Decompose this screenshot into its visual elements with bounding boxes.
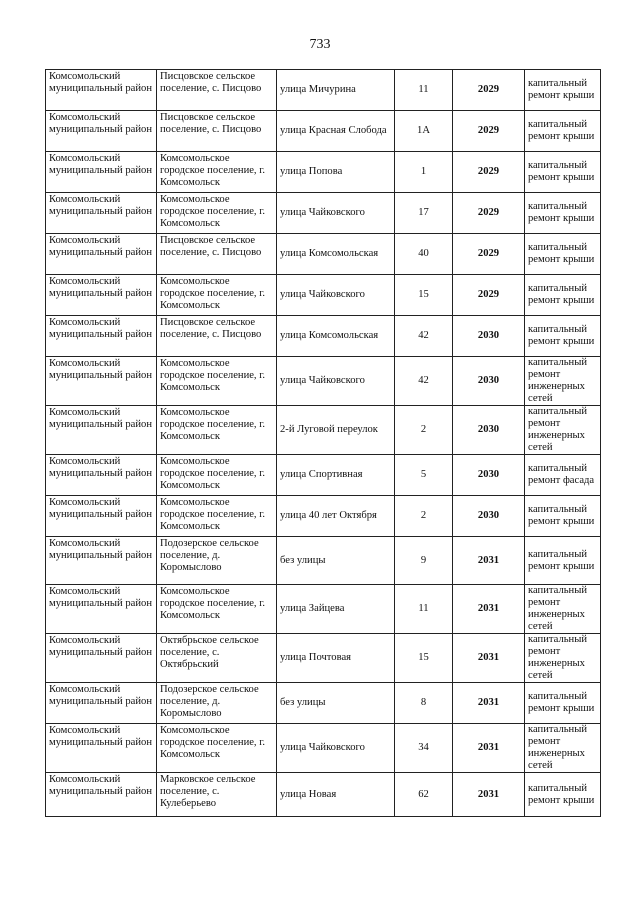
house-number-cell: 42 bbox=[395, 316, 453, 357]
table-row bbox=[46, 193, 601, 234]
table-row bbox=[46, 275, 601, 316]
settlement-cell: Комсомольское городское поселение, г. Комсомольск bbox=[157, 275, 277, 316]
work-type-cell: капитальный ремонт инженерных сетей bbox=[525, 406, 601, 455]
house-number-cell: 2 bbox=[395, 496, 453, 537]
settlement-cell: Комсомольское городское поселение, г. Комсомольск bbox=[157, 585, 277, 634]
year-cell: 2030 bbox=[453, 316, 525, 357]
settlement-cell: Писцовское сельское поселение, с. Писцово bbox=[157, 70, 277, 111]
house-number-cell: 11 bbox=[395, 70, 453, 111]
table-row bbox=[46, 455, 601, 496]
house-number-cell: 8 bbox=[395, 683, 453, 724]
street-cell: улица Чайковского bbox=[277, 193, 395, 234]
table-row bbox=[46, 683, 601, 724]
district-cell: Комсомольский муниципальный район bbox=[46, 357, 157, 406]
work-type-cell: капитальный ремонт крыши bbox=[525, 496, 601, 537]
work-type-cell: капитальный ремонт инженерных сетей bbox=[525, 585, 601, 634]
settlement-cell: Комсомольское городское поселение, г. Комсомольск bbox=[157, 724, 277, 773]
street-cell: улица 40 лет Октября bbox=[277, 496, 395, 537]
year-cell: 2031 bbox=[453, 724, 525, 773]
work-type-cell: капитальный ремонт крыши bbox=[525, 193, 601, 234]
work-type-cell: капитальный ремонт крыши bbox=[525, 683, 601, 724]
district-cell: Комсомольский муниципальный район bbox=[46, 275, 157, 316]
table-row bbox=[46, 585, 601, 634]
settlement-cell: Комсомольское городское поселение, г. Комсомольск bbox=[157, 152, 277, 193]
work-type-cell: капитальный ремонт крыши bbox=[525, 537, 601, 585]
settlement-cell: Комсомольское городское поселение, г. Комсомольск bbox=[157, 496, 277, 537]
district-cell: Комсомольский муниципальный район bbox=[46, 773, 157, 817]
district-cell: Комсомольский муниципальный район bbox=[46, 496, 157, 537]
district-cell: Комсомольский муниципальный район bbox=[46, 406, 157, 455]
house-number-cell: 15 bbox=[395, 275, 453, 316]
table-row bbox=[46, 634, 601, 683]
street-cell: улица Попова bbox=[277, 152, 395, 193]
street-cell: без улицы bbox=[277, 537, 395, 585]
table-row bbox=[46, 70, 601, 111]
district-cell: Комсомольский муниципальный район bbox=[46, 724, 157, 773]
street-cell: улица Красная Слобода bbox=[277, 111, 395, 152]
house-number-cell: 34 bbox=[395, 724, 453, 773]
work-type-cell: капитальный ремонт крыши bbox=[525, 152, 601, 193]
street-cell: улица Комсомольская bbox=[277, 316, 395, 357]
table-row bbox=[46, 152, 601, 193]
house-number-cell: 1 bbox=[395, 152, 453, 193]
settlement-cell: Комсомольское городское поселение, г. Комсомольск bbox=[157, 193, 277, 234]
district-cell: Комсомольский муниципальный район bbox=[46, 111, 157, 152]
year-cell: 2031 bbox=[453, 585, 525, 634]
settlement-cell: Подозерское сельское поселение, д. Коромыслово bbox=[157, 537, 277, 585]
settlement-cell: Октябрьское сельское поселение, с. Октябрьский bbox=[157, 634, 277, 683]
year-cell: 2031 bbox=[453, 634, 525, 683]
street-cell: 2-й Луговой переулок bbox=[277, 406, 395, 455]
work-type-cell: капитальный ремонт инженерных сетей bbox=[525, 357, 601, 406]
year-cell: 2029 bbox=[453, 70, 525, 111]
page-number: 733 bbox=[309, 37, 331, 52]
year-cell: 2030 bbox=[453, 455, 525, 496]
district-cell: Комсомольский муниципальный район bbox=[46, 537, 157, 585]
settlement-cell: Писцовское сельское поселение, с. Писцово bbox=[157, 111, 277, 152]
repair-schedule-table bbox=[45, 69, 601, 817]
house-number-cell: 17 bbox=[395, 193, 453, 234]
house-number-cell: 15 bbox=[395, 634, 453, 683]
street-cell: улица Чайковского bbox=[277, 724, 395, 773]
house-number-cell: 9 bbox=[395, 537, 453, 585]
work-type-cell: капитальный ремонт инженерных сетей bbox=[525, 634, 601, 683]
work-type-cell: капитальный ремонт крыши bbox=[525, 70, 601, 111]
street-cell: улица Комсомольская bbox=[277, 234, 395, 275]
house-number-cell: 2 bbox=[395, 406, 453, 455]
work-type-cell: капитальный ремонт крыши bbox=[525, 234, 601, 275]
district-cell: Комсомольский муниципальный район bbox=[46, 683, 157, 724]
district-cell: Комсомольский муниципальный район bbox=[46, 152, 157, 193]
table-row bbox=[46, 406, 601, 455]
work-type-cell: капитальный ремонт крыши bbox=[525, 773, 601, 817]
year-cell: 2031 bbox=[453, 683, 525, 724]
table-body bbox=[46, 70, 601, 817]
settlement-cell: Писцовское сельское поселение, с. Писцово bbox=[157, 316, 277, 357]
street-cell: улица Почтовая bbox=[277, 634, 395, 683]
settlement-cell: Писцовское сельское поселение, с. Писцово bbox=[157, 234, 277, 275]
district-cell: Комсомольский муниципальный район bbox=[46, 316, 157, 357]
street-cell: улица Новая bbox=[277, 773, 395, 817]
house-number-cell: 62 bbox=[395, 773, 453, 817]
settlement-cell: Подозерское сельское поселение, д. Коромыслово bbox=[157, 683, 277, 724]
street-cell: улица Чайковского bbox=[277, 357, 395, 406]
year-cell: 2029 bbox=[453, 193, 525, 234]
street-cell: улица Зайцева bbox=[277, 585, 395, 634]
street-cell: улица Чайковского bbox=[277, 275, 395, 316]
work-type-cell: капитальный ремонт крыши bbox=[525, 316, 601, 357]
year-cell: 2029 bbox=[453, 111, 525, 152]
house-number-cell: 5 bbox=[395, 455, 453, 496]
table-row bbox=[46, 357, 601, 406]
district-cell: Комсомольский муниципальный район bbox=[46, 585, 157, 634]
house-number-cell: 40 bbox=[395, 234, 453, 275]
settlement-cell: Марковское сельское поселение, с. Кулеберьево bbox=[157, 773, 277, 817]
house-number-cell: 1А bbox=[395, 111, 453, 152]
table-row bbox=[46, 773, 601, 817]
street-cell: без улицы bbox=[277, 683, 395, 724]
work-type-cell: капитальный ремонт крыши bbox=[525, 275, 601, 316]
year-cell: 2029 bbox=[453, 152, 525, 193]
work-type-cell: капитальный ремонт инженерных сетей bbox=[525, 724, 601, 773]
year-cell: 2031 bbox=[453, 537, 525, 585]
year-cell: 2030 bbox=[453, 496, 525, 537]
table-row bbox=[46, 496, 601, 537]
table-row bbox=[46, 537, 601, 585]
table-row bbox=[46, 111, 601, 152]
year-cell: 2029 bbox=[453, 234, 525, 275]
year-cell: 2031 bbox=[453, 773, 525, 817]
district-cell: Комсомольский муниципальный район bbox=[46, 234, 157, 275]
house-number-cell: 42 bbox=[395, 357, 453, 406]
street-cell: улица Мичурина bbox=[277, 70, 395, 111]
table-row bbox=[46, 316, 601, 357]
settlement-cell: Комсомольское городское поселение, г. Комсомольск bbox=[157, 357, 277, 406]
house-number-cell: 11 bbox=[395, 585, 453, 634]
district-cell: Комсомольский муниципальный район bbox=[46, 455, 157, 496]
district-cell: Комсомольский муниципальный район bbox=[46, 634, 157, 683]
year-cell: 2029 bbox=[453, 275, 525, 316]
table-row bbox=[46, 724, 601, 773]
settlement-cell: Комсомольское городское поселение, г. Комсомольск bbox=[157, 455, 277, 496]
district-cell: Комсомольский муниципальный район bbox=[46, 193, 157, 234]
year-cell: 2030 bbox=[453, 406, 525, 455]
district-cell: Комсомольский муниципальный район bbox=[46, 70, 157, 111]
street-cell: улица Спортивная bbox=[277, 455, 395, 496]
settlement-cell: Комсомольское городское поселение, г. Комсомольск bbox=[157, 406, 277, 455]
year-cell: 2030 bbox=[453, 357, 525, 406]
table-row bbox=[46, 234, 601, 275]
work-type-cell: капитальный ремонт крыши bbox=[525, 111, 601, 152]
work-type-cell: капитальный ремонт фасада bbox=[525, 455, 601, 496]
